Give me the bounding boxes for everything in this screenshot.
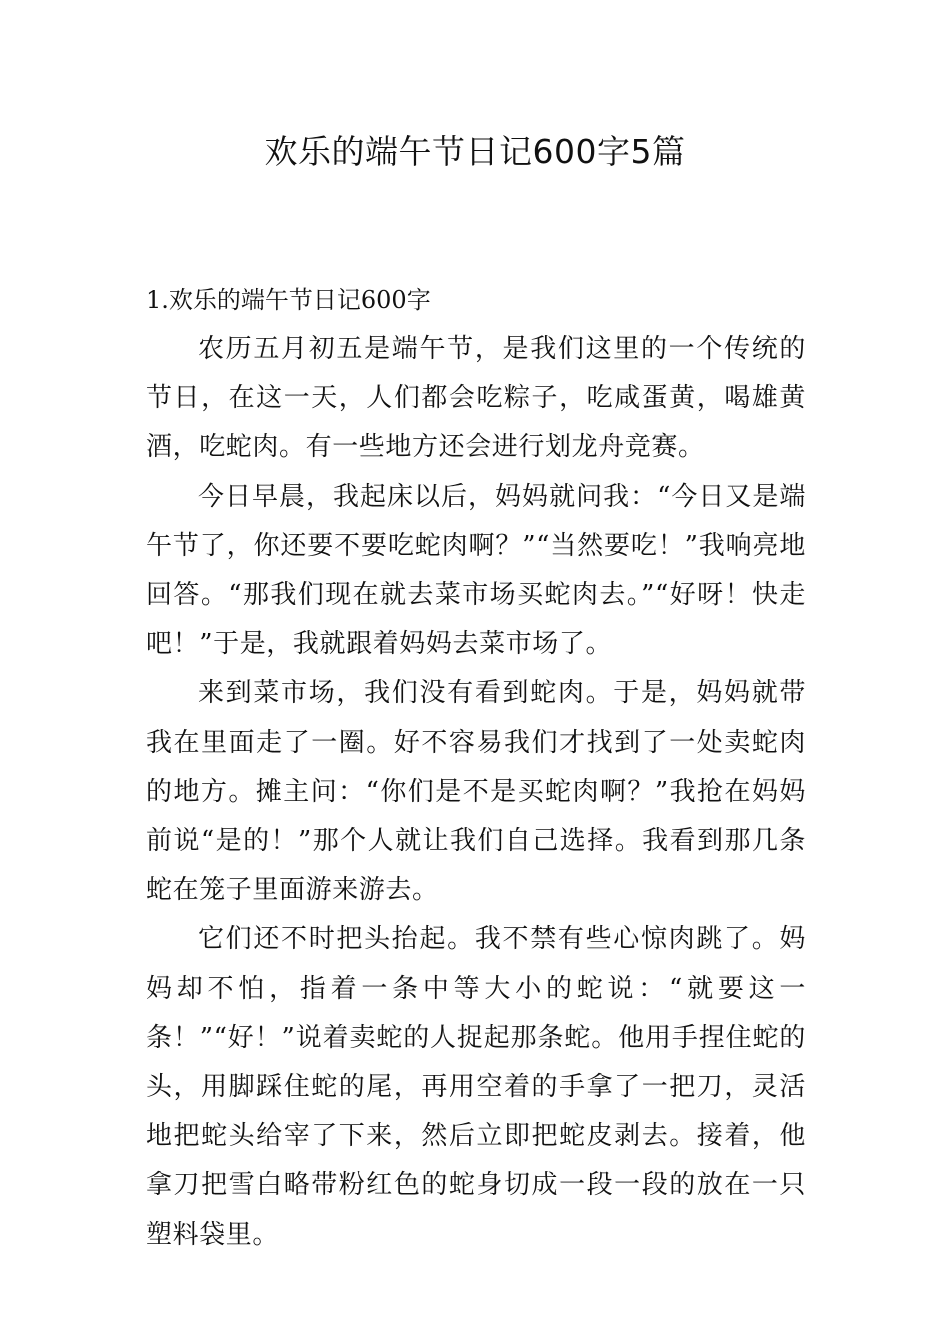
- paragraph-1: 农历五月初五是端午节，是我们这里的一个传统的节日，在这一天，人们都会吃粽子，吃咸蛋黄，喝雄黄酒，吃蛇肉。有一些地方还会进行划龙舟竞赛。: [146, 334, 806, 463]
- document-title: 欢乐的端午节日记600字5篇: [264, 132, 686, 171]
- paragraph-2: 今日早晨，我起床以后，妈妈就问我：“今日又是端午节了，你还要不要吃蛇肉啊？”“当然要吃！”我响亮地回答。“那我们现在就去菜市场买蛇肉去。”“好呀！快走吧！”于是，我就跟着妈妈去菜市场了。: [146, 481, 806, 660]
- paragraph-4: 它们还不时把头抬起。我不禁有些心惊肉跳了。妈妈却不怕，指着一条中等大小的蛇说：“就要这一条！”“好！”说着卖蛇的人捉起那条蛇。他用手捏住蛇的头，用脚踩住蛇的尾，再用空着的手拿了一把刀，灵活地把蛇头给宰了下来，然后立即把蛇皮剥去。接着，他拿刀把雪白略带粉红色的蛇身切成一段一段的放在一只塑料袋里。: [146, 924, 806, 1250]
- document-body: [146, 276, 806, 1260]
- section-heading: 1.欢乐的端午节日记600字: [146, 286, 431, 314]
- paragraph-3: 来到菜市场，我们没有看到蛇肉。于是，妈妈就带我在里面走了一圈。好不容易我们才找到了一处卖蛇肉的地方。摊主问：“你们是不是买蛇肉啊？”我抢在妈妈前说“是的！”那个人就让我们自己选择。我看到那几条蛇在笼子里面游来游去。: [146, 678, 806, 906]
